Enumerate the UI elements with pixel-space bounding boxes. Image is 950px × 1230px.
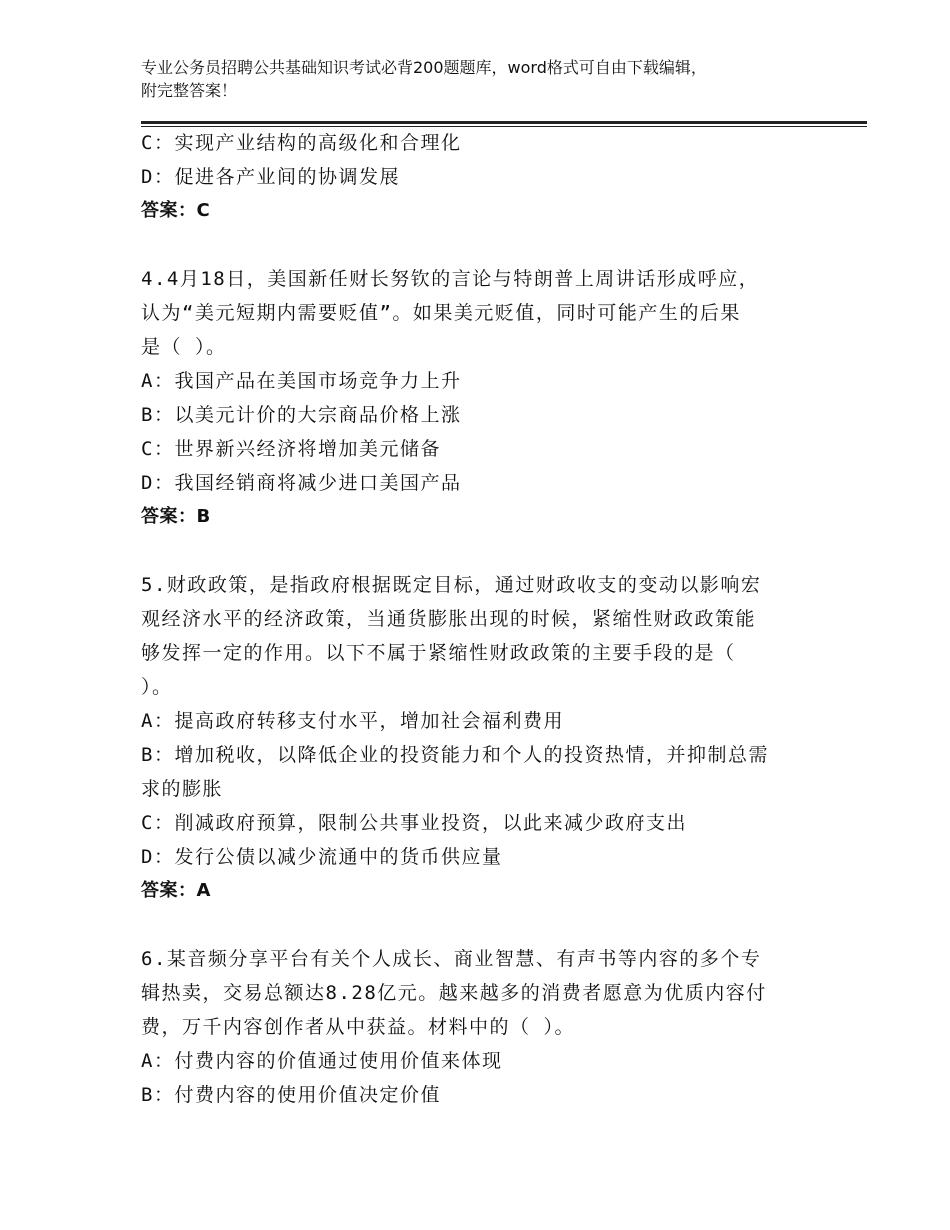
page-header [141, 56, 841, 102]
q5-option-d: D：发行公债以减少流通中的货币供应量 [141, 846, 503, 868]
q6-stem-line-3: 费，万千内容创作者从中获益。材料中的（ ）。 [141, 1016, 575, 1038]
question-4 [141, 262, 841, 534]
q6-stem-line-1: 6.某音频分享平台有关个人成长、商业智慧、有声书等内容的多个专 [141, 948, 762, 970]
spacer [141, 534, 841, 568]
header-divider-thick [141, 121, 867, 124]
question-6 [141, 942, 841, 1112]
spacer [141, 908, 841, 942]
q4-option-d: D：我国经销商将减少进口美国产品 [141, 472, 462, 494]
q5-answer: 答案：A [141, 880, 211, 901]
q5-option-b-line-1: B：增加税收，以降低企业的投资能力和个人的投资热情，并抑制总需 [141, 744, 769, 766]
q4-option-c: C：世界新兴经济将增加美元储备 [141, 438, 441, 460]
q6-stem-line-2: 辑热卖，交易总额达8.28亿元。越来越多的消费者愿意为优质内容付 [141, 982, 767, 1004]
q4-option-b: B：以美元计价的大宗商品价格上涨 [141, 404, 462, 426]
q3-answer: 答案：C [141, 200, 211, 221]
question-5 [141, 568, 841, 908]
q3-option-c: C：实现产业结构的高级化和合理化 [141, 132, 462, 154]
q5-stem-line-4: ）。 [141, 676, 173, 698]
q6-option-b: B：付费内容的使用价值决定价值 [141, 1084, 441, 1106]
q5-option-c: C：削减政府预算，限制公共事业投资，以此来减少政府支出 [141, 812, 687, 834]
header-line-1: 专业公务员招聘公共基础知识考试必背200题题库，word格式可自由下载编辑， [141, 58, 707, 77]
q4-answer: 答案：B [141, 506, 211, 527]
q5-stem-line-3: 够发挥一定的作用。以下不属于紧缩性财政政策的主要手段的是（ [141, 642, 736, 664]
question-list [141, 126, 841, 1112]
q5-stem-line-1: 5.财政政策，是指政府根据既定目标，通过财政收支的变动以影响宏 [141, 574, 762, 596]
q5-stem-line-2: 观经济水平的经济政策，当通货膨胀出现的时候，紧缩性财政政策能 [141, 608, 757, 630]
q3-option-d: D：促进各产业间的协调发展 [141, 166, 400, 188]
header-line-2: 附完整答案！ [141, 81, 238, 100]
q4-option-a: A：我国产品在美国市场竞争力上升 [141, 370, 462, 392]
q4-stem-line-1: 4.4月18日，美国新任财长努钦的言论与特朗普上周讲话形成呼应， [141, 268, 760, 290]
q5-option-b-line-2: 求的膨胀 [141, 778, 224, 800]
question-3 [141, 126, 841, 228]
q4-stem-line-3: 是（ ）。 [141, 336, 227, 358]
q5-option-a: A：提高政府转移支付水平，增加社会福利费用 [141, 710, 564, 732]
spacer [141, 228, 841, 262]
q6-option-a: A：付费内容的价值通过使用价值来体现 [141, 1050, 503, 1072]
q4-stem-line-2: 认为“美元短期内需要贬值”。如果美元贬值，同时可能产生的后果 [141, 302, 741, 324]
